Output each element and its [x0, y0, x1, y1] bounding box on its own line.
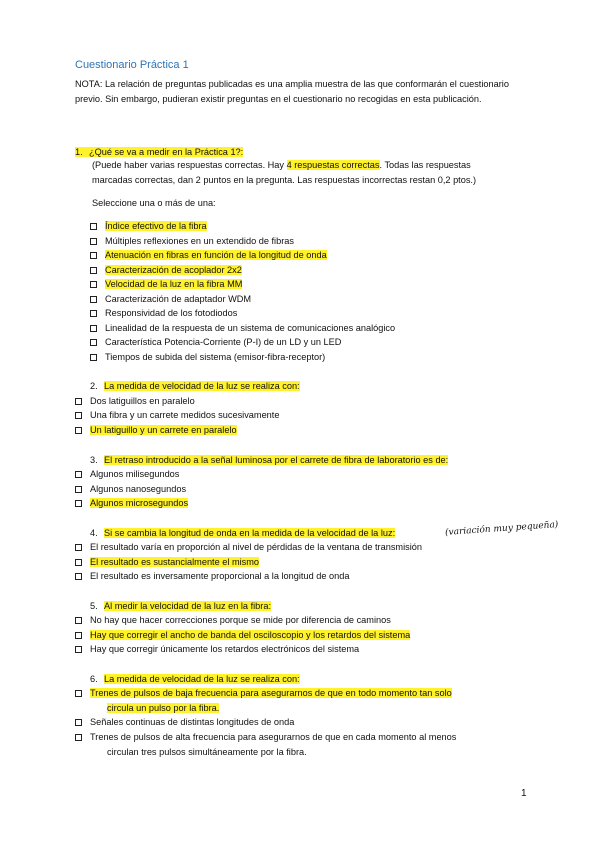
option-label: Un latiguillo y un carrete en paralelo [90, 425, 237, 435]
option-row[interactable] [75, 686, 452, 700]
instructions-text: (Puede haber varias respuestas correctas. Hay [92, 160, 287, 170]
document-title: Cuestionario Práctica 1 [75, 59, 189, 71]
question-3 [90, 453, 448, 467]
checkbox[interactable] [90, 296, 97, 303]
option-label: Índice efectivo de la fibra [105, 221, 207, 231]
option-row[interactable] [90, 234, 294, 248]
option-row[interactable] [90, 321, 395, 335]
option-row[interactable] [90, 350, 325, 364]
option-row[interactable] [75, 408, 279, 422]
option-row[interactable] [75, 496, 188, 510]
checkbox[interactable] [90, 252, 97, 259]
option-label: Dos latiguillos en paralelo [90, 396, 195, 406]
checkbox[interactable] [75, 398, 82, 405]
option-label: Múltiples reflexiones en un extendido de fibras [105, 236, 294, 246]
option-label: Algunos microsegundos [90, 498, 189, 508]
option-label: El resultado varía en proporción al nivel de pérdidas de la ventana de transmisión [90, 542, 422, 552]
checkbox[interactable] [75, 690, 82, 697]
select-instruction: Seleccione una o más de una: [92, 198, 216, 208]
checkbox[interactable] [75, 734, 82, 741]
checkbox[interactable] [90, 223, 97, 230]
checkbox[interactable] [75, 427, 82, 434]
question-text: Al medir la velocidad de la luz en la fibra: [104, 601, 271, 611]
option-row[interactable] [75, 555, 259, 569]
question-number: 5. [90, 601, 98, 611]
question-text: El retraso introducido a la señal luminosa por el carrete de fibra de laboratorio es de: [104, 455, 449, 465]
option-row[interactable] [75, 423, 237, 437]
note-paragraph: NOTA: La relación de preguntas publicadas es una amplia muestra de las que conformarán el cuestionario previo. Sin embargo, pudieran existir preguntas en el cuestionario no recogidas en esta publicación. [75, 79, 509, 104]
question-text: Si se cambia la longitud de onda en la medida de la velocidad de la luz: [104, 528, 396, 538]
option-label: Señales continuas de distintas longitudes de onda [90, 717, 295, 727]
question-number: 2. [90, 381, 98, 391]
option-label: El resultado es inversamente proporcional a la longitud de onda [90, 571, 350, 581]
option-label: Una fibra y un carrete medidos sucesivamente [90, 410, 280, 420]
option-label: Hay que corregir únicamente los retardos electrónicos del sistema [90, 644, 360, 654]
checkbox[interactable] [75, 719, 82, 726]
question-1-instructions [92, 158, 532, 188]
option-label: Hay que corregir el ancho de banda del osciloscopio y los retardos del sistema [90, 630, 411, 640]
option-row[interactable] [90, 306, 237, 320]
checkbox[interactable] [75, 544, 82, 551]
checkbox[interactable] [75, 412, 82, 419]
option-label: Velocidad de la luz en la fibra MM [105, 279, 243, 289]
option-label: Atenuación en fibras en función de la longitud de onda [105, 250, 327, 260]
question-text: La medida de velocidad de la luz se realiza con: [104, 381, 300, 391]
checkbox[interactable] [75, 632, 82, 639]
question-4 [90, 526, 395, 540]
checkbox[interactable] [90, 238, 97, 245]
option-label: circulan tres pulsos simultáneamente por la fibra. [107, 747, 307, 757]
checkbox[interactable] [90, 325, 97, 332]
checkbox[interactable] [90, 339, 97, 346]
option-row[interactable] [75, 730, 456, 744]
question-number: 3. [90, 455, 98, 465]
option-row[interactable] [75, 569, 349, 583]
option-row[interactable] [75, 642, 359, 656]
question-number: 4. [90, 528, 98, 538]
option-row[interactable] [90, 335, 341, 349]
option-label: Trenes de pulsos de alta frecuencia para asegurarnos de que en cada momento al menos [90, 732, 457, 742]
instructions-highlight: 4 respuestas correctas [286, 160, 380, 170]
option-label: Tiempos de subida del sistema (emisor-fibra-receptor) [105, 352, 326, 362]
option-label: Algunos nanosegundos [90, 484, 187, 494]
option-label: Responsividad de los fotodiodos [105, 308, 238, 318]
checkbox[interactable] [90, 310, 97, 317]
option-row[interactable] [75, 540, 422, 554]
option-label: No hay que hacer correcciones porque se mide por diferencia de caminos [90, 615, 391, 625]
option-label: Característica Potencia-Corriente (P-I) de un LD y un LED [105, 337, 342, 347]
checkbox[interactable] [75, 471, 82, 478]
question-number: 6. [90, 674, 98, 684]
question-1 [75, 145, 243, 159]
checkbox[interactable] [75, 617, 82, 624]
checkbox[interactable] [90, 354, 97, 361]
question-6 [90, 672, 300, 686]
question-2 [90, 379, 300, 393]
checkbox[interactable] [75, 646, 82, 653]
option-row[interactable] [75, 467, 179, 481]
option-continuation [107, 701, 219, 715]
checkbox[interactable] [90, 267, 97, 274]
question-number: 1. [75, 147, 83, 157]
option-label: Algunos milisegundos [90, 469, 180, 479]
option-row[interactable] [90, 277, 242, 291]
option-label: El resultado es sustancialmente el mismo [90, 557, 260, 567]
option-row[interactable] [75, 628, 410, 642]
checkbox[interactable] [75, 559, 82, 566]
checkbox[interactable] [75, 573, 82, 580]
option-label: Caracterización de adaptador WDM [105, 294, 252, 304]
option-row[interactable] [90, 219, 207, 233]
checkbox[interactable] [75, 486, 82, 493]
option-row[interactable] [90, 248, 327, 262]
option-row[interactable] [75, 715, 294, 729]
question-text: La medida de velocidad de la luz se realiza con: [104, 674, 300, 684]
question-text: ¿Qué se va a medir en la Práctica 1?: [89, 147, 244, 157]
checkbox[interactable] [90, 281, 97, 288]
option-label: Caracterización de acoplador 2x2 [105, 265, 242, 275]
option-label: Trenes de pulsos de baja frecuencia para asegurarnos de que en todo momento tan solo [90, 688, 452, 698]
question-5 [90, 599, 271, 613]
option-row[interactable] [90, 292, 251, 306]
option-row[interactable] [75, 394, 195, 408]
option-row[interactable] [75, 613, 391, 627]
option-continuation [107, 745, 307, 759]
instructions-text: . Todas las respuestas [379, 160, 471, 170]
checkbox[interactable] [75, 500, 82, 507]
handwritten-annotation: (variación muy pequeña) [444, 520, 559, 538]
option-label: Linealidad de la respuesta de un sistema de comunicaciones analógico [105, 323, 396, 333]
instructions-text: marcadas correctas, dan 2 puntos en la pregunta. Las respuestas incorrectas restan 0,2 ptos.) [92, 175, 477, 185]
option-label: circula un pulso por la fibra. [107, 703, 220, 713]
option-row[interactable] [90, 263, 242, 277]
option-row[interactable] [75, 482, 186, 496]
page-number: 1 [521, 788, 527, 799]
